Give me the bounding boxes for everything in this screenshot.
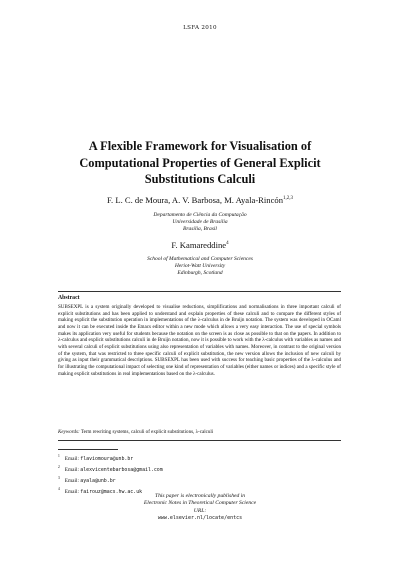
footnote [58, 452, 163, 463]
footnote-email-link[interactable]: ayala@unb.br [80, 477, 116, 484]
running-head: LSFA 2010 [183, 25, 217, 31]
affiliation-2-school: School of Mathematical and Computer Sciences [147, 256, 253, 262]
affiliation-2-location: Edinburgh, Scotland [177, 269, 223, 276]
second-author [0, 240, 400, 250]
title-line-1: A Flexible Framework for Visualisation of [88, 139, 312, 153]
affiliation-1 [0, 212, 400, 232]
footnotes [58, 452, 163, 496]
footnote-email-link[interactable]: alexvicentebarbosa@gmail.com [80, 466, 163, 473]
publication-url-line [0, 508, 400, 523]
abstract-text: SUBSEXPL is a system originally developed to visualise reductions, simplifications and normalisations in three important calculi of explicit substitutions and has been applied to understand and explain properties of these calculi and to compare the different styles of making explicit the substitution operation in implementations of the λ-calculus in de Bruijn notation. The system was developed in OCaml and now it can be executed inside the Emacs editor within a new mode which allows a very easy interaction. The use of special symbols makes its application very useful for students because the notation on the screen is as close as possible to that on the papers. In addition to λ-calculus and explicit substitutions calculi in de Bruijn notation, now it is possible to work with the λ-calculus with variables as names and with several calculi of explicit substitutions using also representation of variables with names. Moreover, in contrast to the original version of the system, that was restricted to three specific calculi of explicit substitution, the new version allows the inclusion of new calculi by giving as input their grammatical descriptions. SUBSEXPL has been used with success for teaching basic properties of the λ-calculus and for illustrating the computational impact of selecting one kind of representation of variables (either names or indices) and a specific style of making explicit substitutions in real implementations based on the λ-calculus. [58, 304, 341, 377]
abstract-heading: Abstract [58, 295, 80, 301]
affiliation-1-location: Brasília, Brasil [183, 225, 217, 232]
keywords-text: Term rewriting systems, calculi of explicit substitutions, λ-calculi [80, 429, 214, 435]
footnote-number: 2 [58, 464, 60, 469]
footnote-label: Email: [64, 455, 79, 462]
footnote-email-link[interactable]: fairouz@macs.hw.ac.uk [80, 488, 143, 495]
abstract-top-rule [58, 291, 341, 292]
title-line-2: Computational Properties of General Explicit [79, 155, 321, 170]
author-footnote-marks: 1,2,3 [283, 196, 294, 202]
footnote-label: Email: [64, 466, 79, 473]
affiliation-1-dept: Departamento de Ciência da Computação [153, 212, 247, 218]
keywords-label: Keywords: [58, 429, 80, 435]
footnote-email-link[interactable]: flaviomoura@unb.br [80, 455, 134, 462]
author-names: F. L. C. de Moura, A. V. Barbosa, M. Ayala-Rincón [106, 195, 284, 205]
footnote-rule [58, 449, 118, 450]
publication-line-2: Electronic Notes in Theoretical Computer Science [143, 500, 257, 507]
footnote-label: Email: [64, 477, 79, 484]
affiliation-1-university: Universidade de Brasília [172, 218, 228, 225]
footnote [58, 474, 163, 485]
publication-line-1: This paper is electronically published in [154, 493, 246, 499]
keywords [58, 429, 341, 435]
second-author-name: F. Kamareddine [171, 240, 227, 250]
affiliation-2-university: Heriot-Watt University [174, 262, 226, 269]
abstract-bottom-rule [58, 440, 341, 441]
publication-url-label: URL: [193, 507, 207, 514]
author-list [0, 195, 400, 205]
publication-note [0, 493, 400, 523]
footnote [58, 463, 163, 474]
second-author-mark: 4 [226, 241, 229, 247]
title-line-3: Substitutions Calculi [144, 172, 256, 186]
footnote-number: 4 [58, 486, 60, 491]
footnote-label: Email: [64, 488, 79, 495]
publication-url-link[interactable]: www.elsevier.nl/locate/entcs [157, 515, 243, 522]
footnote-number: 3 [58, 475, 60, 480]
affiliation-2 [0, 256, 400, 276]
paper-title [40, 138, 360, 188]
footnote-number: 1 [58, 454, 60, 458]
